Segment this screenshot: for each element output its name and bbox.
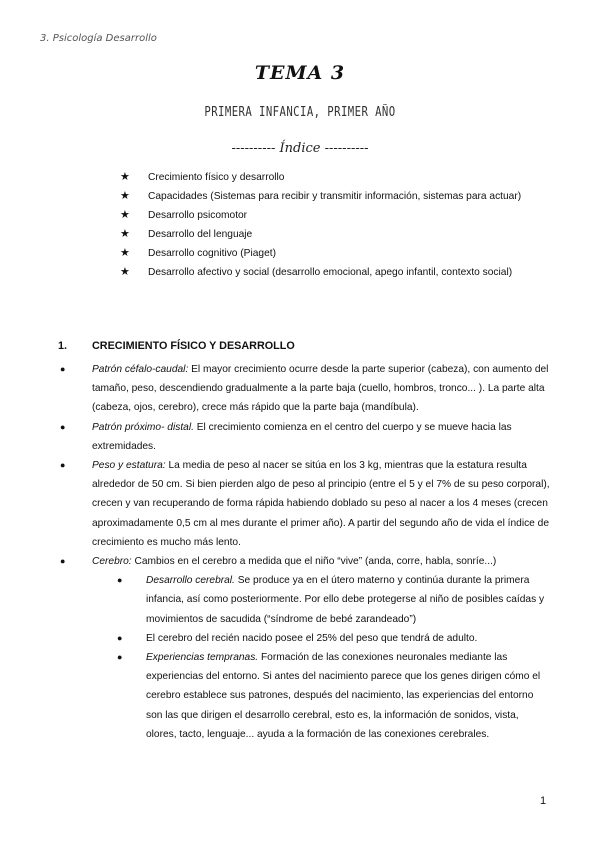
bullet-text: Se produce ya en el útero materno y continúa durante la primera infancia, así como posteriormente. Por ello debe protegerse al niño de posibles caídas y movimientos de sacudida (“síndrome de bebé zarandeado”) bbox=[146, 575, 545, 625]
section-heading bbox=[58, 340, 558, 352]
index-item-label: Desarrollo psicomotor bbox=[148, 210, 248, 221]
bullet-text: Formación de las conexiones neuronales mediante las experiencias del entorno. Si antes del nacimiento parece que los genes dirigen cómo el cerebro establece sus patrones, después del nacimiento, las experiencias del entorno son las que dirigen el desarrollo cerebral, esto es, la información de sonidos, vista, olores, tacto, lenguaje... ayuda a la formación de las conexiones cerebrales. bbox=[146, 652, 541, 740]
section-bullet-list bbox=[58, 360, 550, 744]
index-item bbox=[120, 187, 560, 206]
star-icon: ★ bbox=[120, 247, 130, 259]
bullet-text: El cerebro del recién nacido posee el 25% del peso que tendrá de adulto. bbox=[146, 632, 478, 644]
index-item-label: Desarrollo del lenguaje bbox=[148, 229, 253, 240]
bullet-term: Patrón próximo- distal. bbox=[92, 421, 194, 433]
sub-list-item bbox=[92, 648, 550, 744]
star-icon: ★ bbox=[120, 228, 130, 240]
index-item bbox=[120, 225, 560, 244]
sub-bullet-list bbox=[92, 571, 550, 744]
index-item bbox=[120, 168, 560, 187]
star-icon: ★ bbox=[120, 190, 130, 202]
bullet-term: Peso y estatura: bbox=[92, 460, 166, 472]
index-item bbox=[120, 206, 560, 225]
index-list bbox=[120, 168, 560, 282]
sub-list-item bbox=[92, 629, 550, 648]
index-item bbox=[120, 244, 560, 263]
page-subtitle: PRIMERA INFANCIA, PRIMER AÑO bbox=[204, 105, 396, 120]
bullet-dot-icon: ● bbox=[117, 632, 123, 643]
list-item bbox=[58, 456, 550, 552]
index-item-label: Capacidades (Sistemas para recibir y transmitir información, sistemas para actuar) bbox=[148, 191, 522, 202]
bullet-term: Patrón céfalo-caudal: bbox=[92, 364, 189, 375]
section-number: 1. bbox=[58, 340, 68, 352]
bullet-dot-icon: ● bbox=[60, 556, 66, 567]
section-title: CRECIMIENTO FÍSICO Y DESARROLLO bbox=[92, 340, 295, 352]
page-title: TEMA 3 bbox=[254, 62, 346, 84]
page-number: 1 bbox=[540, 795, 547, 807]
index-item-label: Desarrollo cognitivo (Piaget) bbox=[148, 248, 276, 259]
star-icon: ★ bbox=[120, 209, 130, 221]
star-icon: ★ bbox=[120, 171, 130, 183]
bullet-text: La media de peso al nacer se sitúa en los 3 kg, mientras que la estatura resulta alrededor de 50 cm. Si bien pierden algo de peso al principio (entre el 5 y el 7% de su peso corporal), crecen y van recuperando de forma rápida habiendo doblado su peso al nacer a los 4 meses (crecen aproximadamente 0,5 cm al mes durante el primer año). A partir del segundo año de vida el índice de crecimiento es mucho más lento. bbox=[92, 460, 550, 548]
bullet-dot-icon: ● bbox=[60, 460, 66, 471]
bullet-term: Experiencias tempranas. bbox=[146, 652, 259, 664]
bullet-dot-icon: ● bbox=[117, 575, 123, 586]
list-item bbox=[58, 360, 550, 418]
index-item-label: Crecimiento físico y desarrollo bbox=[148, 172, 285, 183]
bullet-dot-icon: ● bbox=[60, 421, 66, 432]
list-item bbox=[58, 552, 550, 744]
bullet-dot-icon: ● bbox=[117, 652, 123, 663]
bullet-dot-icon: ● bbox=[60, 364, 66, 374]
bullet-text: Cambios en el cerebro a medida que el niño “vive” (anda, corre, habla, sonríe...) bbox=[131, 556, 497, 568]
index-item bbox=[120, 263, 560, 282]
index-heading: ---------- Índice ---------- bbox=[231, 141, 369, 156]
bullet-text: El crecimiento comienza en el centro del cuerpo y se mueve hacia las extremidades. bbox=[92, 421, 512, 452]
bullet-term: Desarrollo cerebral. bbox=[146, 575, 235, 587]
list-item bbox=[58, 418, 550, 456]
bullet-text: El mayor crecimiento ocurre desde la parte superior (cabeza), con aumento del tamaño, peso, descendiendo gradualmente a la parte baja (cuello, hombros, tronco... ). La parte alta (cabeza, ojos, cerebro), crece más rápido que la parte baja (mandíbula). bbox=[92, 364, 549, 414]
sub-list-item bbox=[92, 571, 550, 629]
bullet-term: Cerebro: bbox=[92, 556, 132, 568]
star-icon: ★ bbox=[120, 266, 130, 278]
index-item-label: Desarrollo afectivo y social (desarrollo emocional, apego infantil, contexto social) bbox=[148, 267, 513, 278]
running-header: 3. Psicología Desarrollo bbox=[40, 33, 157, 44]
